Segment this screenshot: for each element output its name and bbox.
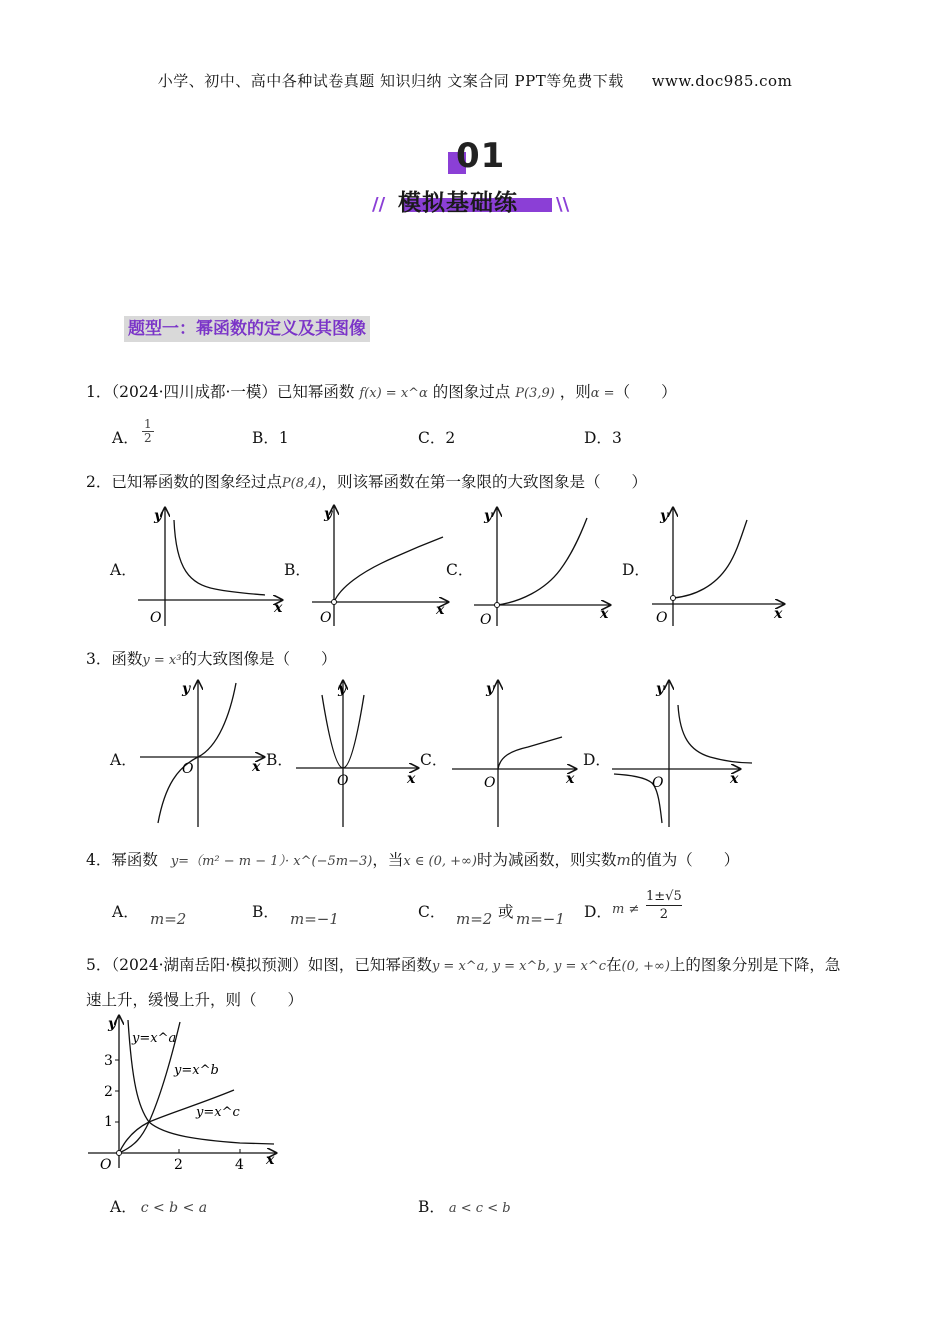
section-number-badge <box>448 136 506 176</box>
question-2: 2．已知幂函数的图象经过点P(8,4)，则该幂函数在第一象限的大致图象是（ ） <box>86 473 647 491</box>
header-url[interactable]: www.doc985.com <box>651 72 793 90</box>
svg-text:y: y <box>338 681 347 697</box>
q3-func: y = x³ <box>142 653 182 668</box>
q5-domain: (0, +∞) <box>621 959 670 974</box>
svg-text:y: y <box>656 681 665 697</box>
q2-graph-d <box>652 508 784 626</box>
question-3: 3．函数y = x³的大致图像是（ ） <box>86 650 337 668</box>
q1-point: P(3,9) <box>515 386 555 401</box>
q4-option-c-label[interactable]: C． <box>418 903 446 921</box>
q5-xtick-2: 2 <box>174 1157 183 1173</box>
q1-option-a-fraction: 1 2 <box>144 417 152 445</box>
q4-func: y=（m² − m − 1）· x^(−5m−3) <box>170 854 373 869</box>
svg-text:x: x <box>274 600 283 616</box>
banner-title: 模拟基础练 <box>398 190 518 216</box>
q2-graph-b <box>312 506 448 626</box>
q4-domain: x ∈ (0, +∞) <box>403 854 477 869</box>
q3-graph-b <box>296 681 418 827</box>
q3-graph-d <box>612 681 752 827</box>
q3-option-d[interactable]: D． <box>583 751 611 769</box>
q5-ytick-1: 1 <box>104 1114 113 1130</box>
svg-text:x: x <box>730 771 739 787</box>
q1-func: f(x) = x^α <box>359 386 428 401</box>
q5-graph <box>80 1012 290 1176</box>
q5-xtick-4: 4 <box>235 1157 244 1173</box>
svg-text:y: y <box>660 508 669 524</box>
q3-option-c[interactable]: C． <box>420 751 448 769</box>
q4-option-a-value: m=2 <box>150 910 187 928</box>
q3-option-a[interactable]: A． <box>110 751 137 769</box>
q2-option-a[interactable]: A． <box>110 561 137 579</box>
svg-text:y: y <box>154 508 163 524</box>
svg-text:x: x <box>566 771 575 787</box>
svg-text:O: O <box>320 610 332 626</box>
left-decoration: // <box>372 194 386 215</box>
q5-ytick-3: 3 <box>104 1053 113 1069</box>
q3-graphs <box>0 675 950 835</box>
svg-text:x: x <box>774 606 783 622</box>
svg-text:y: y <box>324 506 333 522</box>
q1-option-b[interactable]: B．1 <box>252 429 289 447</box>
q4-option-c-or: 或 <box>498 903 514 921</box>
q4-option-d-label[interactable]: D． <box>584 903 612 921</box>
q4-option-a-label[interactable]: A． <box>112 903 139 921</box>
q5-option-a[interactable]: A． c < b < a <box>110 1198 208 1216</box>
question-5: 5．（2024·湖南岳阳·模拟预测）如图，已知幂函数y = x^a, y = x^b, y = x^c在(0, +∞)上的图象分别是下降，急 <box>86 956 841 974</box>
svg-text:O: O <box>656 610 668 626</box>
q1-option-c[interactable]: C．2 <box>418 429 456 447</box>
q3-graph-a <box>140 681 264 827</box>
question-1: 1．（2024·四川成都·一模）已知幂函数 f(x) = x^α 的图象过点 P(3,9) ，则α =（ ） <box>86 383 677 401</box>
q2-option-c[interactable]: C． <box>446 561 474 579</box>
svg-text:O: O <box>182 761 194 777</box>
q4-option-b-label[interactable]: B． <box>252 903 279 921</box>
q5-origin: O <box>100 1157 112 1173</box>
svg-text:x: x <box>600 606 609 622</box>
q5-ytick-2: 2 <box>104 1084 113 1100</box>
q5-option-b[interactable]: B． a < c < b <box>418 1198 511 1216</box>
q5-funcs: y = x^a, y = x^b, y = x^c <box>431 959 606 974</box>
svg-text:y: y <box>484 508 493 524</box>
svg-text:O: O <box>480 612 492 628</box>
q2a-origin: O <box>150 610 162 626</box>
q4-option-d-fraction: 1±√5 2 <box>646 889 682 922</box>
section-title: 题型一：幂函数的定义及其图像 <box>124 316 370 342</box>
q2-graph-a <box>138 508 283 626</box>
question-4: 4．幂函数 y=（m² − m − 1）· x^(−5m−3)，当x ∈ (0, +∞)时为减函数，则实数m的值为（ ） <box>86 851 740 869</box>
q5-label-c: y=x^c <box>196 1105 240 1120</box>
q1-option-d[interactable]: D．3 <box>584 429 622 447</box>
header-text: 小学、初中、高中各种试卷真题 知识归纳 文案合同 PPT等免费下载 <box>157 72 624 90</box>
q2-option-d[interactable]: D． <box>622 561 650 579</box>
q5-label-b: y=x^b <box>174 1063 219 1078</box>
q4-option-d-value: m ≠ <box>612 902 640 917</box>
q5-label-a: y=x^a <box>132 1031 177 1046</box>
q5-curve-c <box>119 1090 234 1153</box>
svg-text:O: O <box>652 775 664 791</box>
question-5-line2: 速上升，缓慢上升，则（ ） <box>86 991 304 1009</box>
q4-option-c-value2: m=−1 <box>516 910 565 928</box>
svg-text:O: O <box>337 773 349 789</box>
q3-graph-c <box>452 681 576 827</box>
banner-title-box <box>394 184 554 214</box>
svg-text:x: x <box>436 602 445 618</box>
q5-ylabel: y <box>108 1016 117 1032</box>
q5-xlabel: x <box>266 1152 275 1168</box>
right-decoration: \\ <box>556 194 570 215</box>
svg-text:y: y <box>182 681 191 697</box>
svg-text:O: O <box>484 775 496 791</box>
q3-option-b[interactable]: B． <box>266 751 293 769</box>
svg-text:y: y <box>486 681 495 697</box>
q2-graph-c <box>474 508 610 628</box>
page-header <box>0 70 950 91</box>
q2-option-b[interactable]: B． <box>284 561 311 579</box>
svg-text:x: x <box>407 771 416 787</box>
q2-graphs <box>0 500 950 630</box>
svg-text:x: x <box>252 759 261 775</box>
q4-option-b-value: m=−1 <box>290 910 339 928</box>
section-number: 01 <box>456 136 506 176</box>
q4-option-c-value: m=2 <box>456 910 493 928</box>
q2-point: P(8,4) <box>281 476 322 491</box>
q1-option-a[interactable]: A． <box>112 429 139 447</box>
